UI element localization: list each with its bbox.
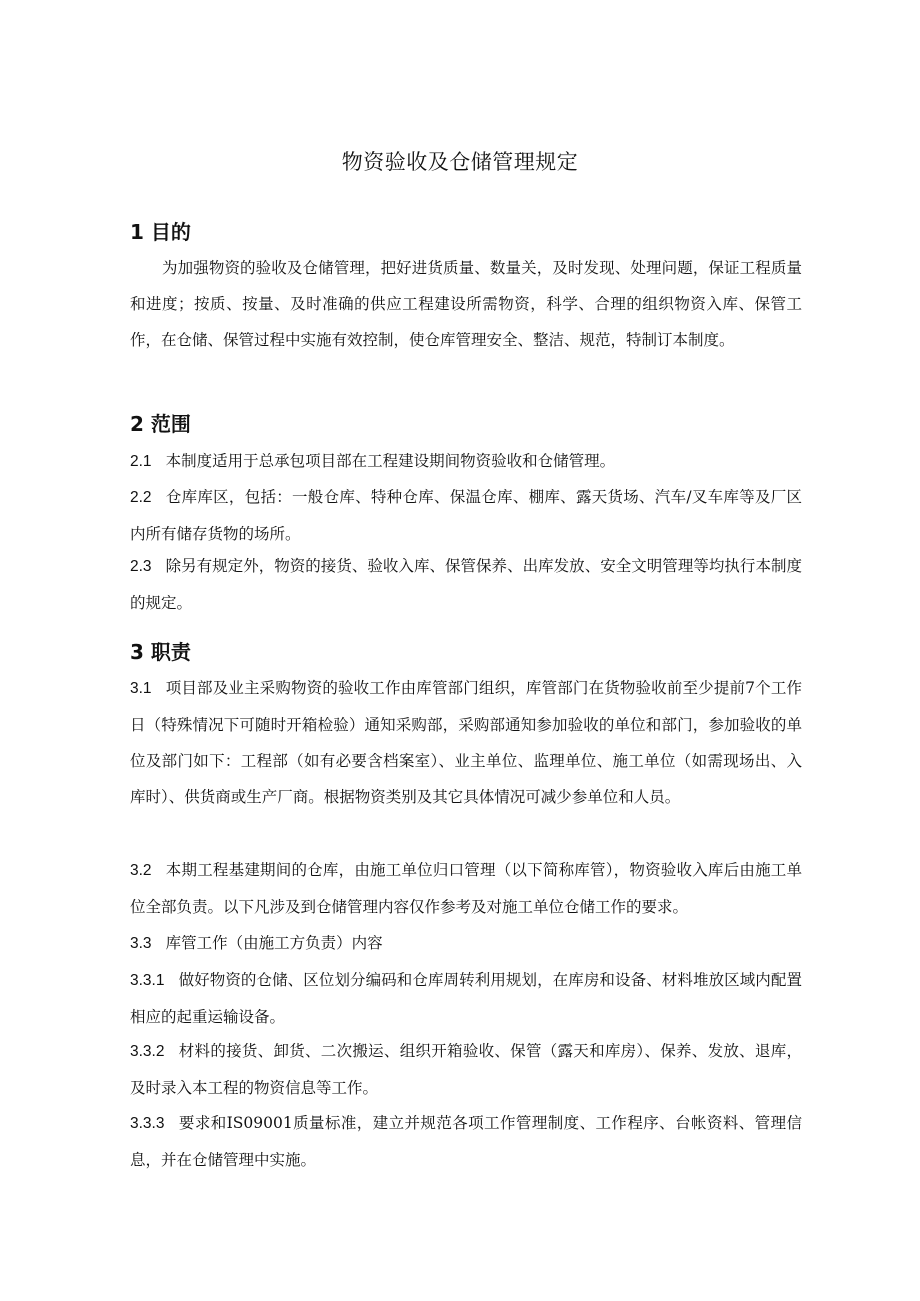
section-heading-responsibilities: 3 职责 <box>130 640 191 664</box>
document-title: 物资验收及仓储管理规定 <box>341 150 579 174</box>
clause-number: 3.3.2 <box>130 1043 165 1060</box>
clause-number: 3.3.1 <box>130 972 165 989</box>
paragraph-2-1 <box>130 443 802 480</box>
clause-number: 2.2 <box>130 489 152 506</box>
clause-number: 3.1 <box>130 680 152 697</box>
paragraph-3-3-1 <box>130 962 802 1035</box>
paragraph-text: 库管工作（由施工方负责）内容 <box>165 934 383 952</box>
paragraph-text: 做好物资的仓储、区位划分编码和仓库周转利用规划，在库房和设备、材料堆放区域内配置相应的起重运输设备。 <box>130 971 802 1026</box>
paragraph-text: 仓库库区，包括：一般仓库、特种仓库、保温仓库、棚库、露天货场、汽车/叉车库等及厂区内所有储存货物的场所。 <box>130 488 802 543</box>
paragraph-text: 本期工程基建期间的仓库，由施工单位归口管理（以下简称库管），物资验收入库后由施工单位全部负责。以下凡涉及到仓储管理内容仅作参考及对施工单位仓储工作的要求。 <box>130 861 802 916</box>
clause-number: 2.3 <box>130 558 152 575</box>
paragraph-text: 材料的接货、卸货、二次搬运、组织开箱验收、保管（露天和库房）、保养、发放、退库，及时录入本工程的物资信息等工作。 <box>130 1042 802 1097</box>
paragraph-3-3-2 <box>130 1033 802 1106</box>
paragraph-text: 要求和IS09001质量标准，建立并规范各项工作管理制度、工作程序、台帐资料、管理信息，并在仓储管理中实施。 <box>130 1114 802 1169</box>
paragraph-text: 为加强物资的验收及仓储管理，把好进货质量、数量关，及时发现、处理问题，保证工程质量和进度；按质、按量、及时准确的供应工程建设所需物资，科学、合理的组织物资入库、保管工作，在仓储、保管过程中实施有效控制，使仓库管理安全、整洁、规范，特制订本制度。 <box>130 259 802 349</box>
clause-number: 3.2 <box>130 862 152 879</box>
paragraph-2-3 <box>130 548 802 621</box>
clause-number: 3.3.3 <box>130 1115 165 1132</box>
paragraph-3-2 <box>130 852 802 925</box>
paragraph-3-3-3 <box>130 1105 802 1178</box>
section-heading-scope: 2 范围 <box>130 412 191 436</box>
paragraph-text: 项目部及业主采购物资的验收工作由库管部门组织，库管部门在货物验收前至少提前7个工作日（特殊情况下可随时开箱检验）通知采购部，采购部通知参加验收的单位和部门，参加验收的单位及部门如下：工程部（如有必要含档案室）、业主单位、监理单位、施工单位（如需现场出、入库时）、供货商或生产厂商。根据物资类别及其它具体情况可减少参单位和人员。 <box>130 679 802 806</box>
paragraph-text: 本制度适用于总承包项目部在工程建设期间物资验收和仓储管理。 <box>165 452 616 470</box>
clause-number: 3.3 <box>130 935 152 952</box>
paragraph-3-1 <box>130 670 802 815</box>
clause-number: 2.1 <box>130 453 152 470</box>
section-heading-purpose: 1 目的 <box>130 220 191 244</box>
paragraph-2-2 <box>130 479 802 552</box>
paragraph-text: 除另有规定外，物资的接货、验收入库、保管保养、出库发放、安全文明管理等均执行本制度的规定。 <box>130 557 802 612</box>
paragraph-3-3 <box>130 925 802 962</box>
paragraph-purpose <box>130 250 802 358</box>
